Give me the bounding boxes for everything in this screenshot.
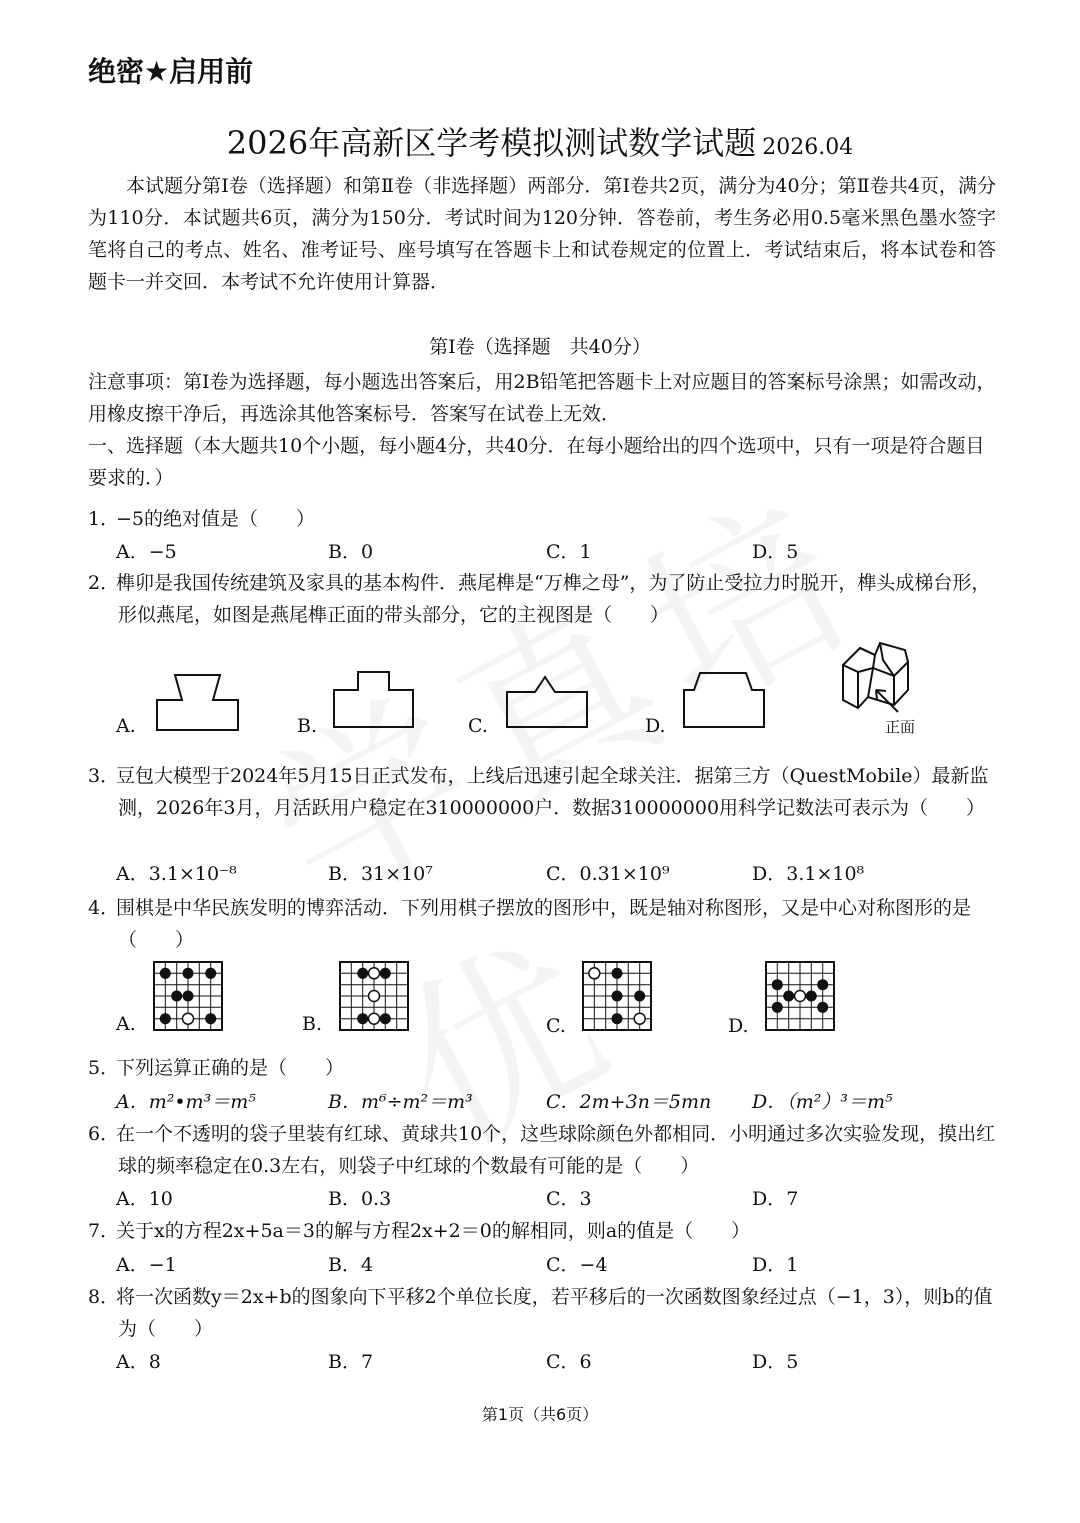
go-board-c (583, 962, 651, 1030)
option-c: C．1 (546, 541, 592, 563)
exam-title-main: 2026年高新区学考模拟测试数学试题 (226, 124, 757, 162)
question-8-options (116, 1347, 1016, 1377)
question-5-options (116, 1087, 1016, 1117)
option-c: C．3 (546, 1188, 592, 1210)
option-a: A．−1 (116, 1254, 177, 1276)
intro-paragraph: 本试题分第Ⅰ卷（选择题）和第Ⅱ卷（非选择题）两部分．第Ⅰ卷共2页，满分为40分；第Ⅱ卷共4页，满分为110分．本试题共6页，满分为150分．考试时间为120分钟．答卷前，考生务必用0.5毫米黑色墨水签字笔将自己的考点、姓名、准考证号、座号填写在答题卡上和试卷规定的位置上．考试结束后，将本试卷和答题卡一并交回．本考试不允许使用计算器． (88, 175, 996, 293)
question-number: 1． (88, 508, 120, 530)
option-d: D．1 (752, 1254, 799, 1276)
q2-option-b-label: B. (297, 715, 318, 737)
option-d: D．7 (752, 1188, 799, 1210)
question-6-options (116, 1184, 1016, 1214)
question-number: 8． (88, 1286, 120, 1308)
option-c: C．6 (546, 1351, 592, 1373)
option-a: A．−5 (116, 541, 177, 563)
go-board-d (766, 962, 834, 1030)
option-d: D．5 (752, 541, 799, 563)
option-a: A．m²•m³＝m⁵ (116, 1091, 256, 1113)
question-6 (88, 1118, 1000, 1182)
option-d: D．3.1×10⁸ (752, 863, 865, 885)
option-b: B．31×10⁷ (328, 863, 433, 885)
q4-option-c-label: C. (546, 1015, 566, 1037)
question-number: 7． (88, 1220, 120, 1242)
question-text: −5的绝对值是（ ） (116, 508, 316, 530)
question-number: 4． (88, 897, 120, 919)
question-text: 围棋是中华民族发明的博弈活动．下列用棋子摆放的图形中，既是轴对称图形，又是中心对称图形的是（ ） (116, 897, 972, 951)
question-5 (88, 1052, 1000, 1084)
exam-date: 2026.04 (762, 135, 854, 160)
figure-label-front: 正面 (885, 718, 916, 736)
question-number: 2． (88, 572, 120, 594)
question-7 (88, 1215, 1000, 1247)
go-board-a (154, 962, 222, 1030)
option-b: B．4 (328, 1254, 374, 1276)
option-c: C．0.31×10⁹ (546, 863, 670, 885)
question-number: 5． (88, 1057, 120, 1079)
part1-title: 第Ⅰ卷（选择题 共40分） (429, 336, 651, 358)
option-b: B．0.3 (328, 1188, 392, 1210)
question-text: 下列运算正确的是（ ） (116, 1057, 345, 1079)
secret-label: 绝密★启用前 (88, 55, 254, 88)
option-b: B．m⁶÷m²＝m³ (328, 1091, 473, 1113)
q2-option-c-label: C. (468, 715, 488, 737)
question-text: 豆包大模型于2024年5月15日正式发布，上线后迅速引起全球关注．据第三方（QuestMobile）最新监测，2026年3月，月活跃用户稳定在310000000户．数据310000000用科学记数法可表示为（ ） (116, 765, 989, 819)
q2-option-d-label: D. (645, 715, 666, 737)
option-c: C．2m+3n＝5mn (546, 1091, 712, 1113)
option-a: A．3.1×10⁻⁸ (116, 863, 237, 885)
question-7-options (116, 1250, 1016, 1280)
go-board-b (340, 962, 408, 1030)
option-d: D．（m²）³＝m⁵ (752, 1091, 893, 1113)
q2-option-a-label: A. (116, 715, 136, 737)
section-heading: 一、选择题（本大题共10个小题，每小题4分，共40分．在每小题给出的四个选项中，只有一项是符合题目要求的．） (88, 435, 985, 489)
q4-option-a-label: A. (116, 1013, 136, 1035)
question-text: 在一个不透明的袋子里装有红球、黄球共10个，这些球除颜色外都相同．小明通过多次实验发现，摸出红球的频率稳定在0.3左右，则袋子中红球的个数最有可能的是（ ） (116, 1123, 996, 1177)
question-text: 将一次函数y＝2x+b的图象向下平移2个单位长度，若平移后的一次函数图象经过点（−1，3），则b的值为（ ） (116, 1286, 993, 1340)
q4-option-d-label: D. (728, 1015, 749, 1037)
option-a: A．10 (116, 1188, 173, 1210)
option-c: C．−4 (546, 1254, 608, 1276)
question-number: 6． (88, 1123, 120, 1145)
question-number: 3． (88, 765, 120, 787)
option-b: B．0 (328, 541, 374, 563)
option-d: D．5 (752, 1351, 799, 1373)
option-b: B．7 (328, 1351, 374, 1373)
notice: 注意事项：第Ⅰ卷为选择题，每小题选出答案后，用2B铅笔把答题卡上对应题目的答案标号涂黑；如需改动，用橡皮擦干净后，再选涂其他答案标号．答案写在试卷上无效． (88, 371, 996, 425)
question-text: 关于x的方程2x+5a＝3的解与方程2x+2＝0的解相同，则a的值是（ ） (116, 1220, 751, 1242)
option-a: A．8 (116, 1351, 161, 1373)
question-text: 榫卯是我国传统建筑及家具的基本构件．燕尾榫是“万榫之母”，为了防止受拉力时脱开，榫头成梯台形，形似燕尾，如图是燕尾榫正面的带头部分，它的主视图是（ ） (116, 572, 991, 626)
q4-option-b-label: B. (302, 1013, 323, 1035)
question-8 (88, 1281, 1000, 1345)
page-footer: 第1页（共6页） (481, 1405, 599, 1424)
